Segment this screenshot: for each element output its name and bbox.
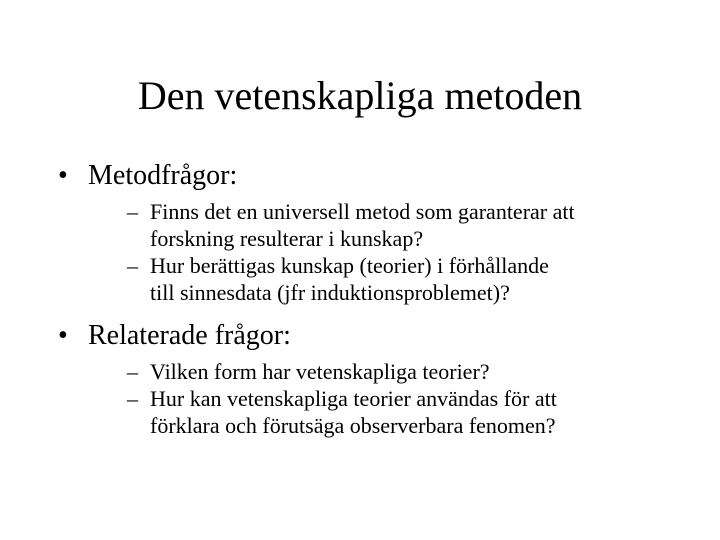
bullet-marker: • bbox=[58, 320, 68, 351]
bullet-heading: Relaterade frågor: bbox=[88, 320, 291, 351]
sub-item bbox=[88, 385, 698, 439]
slide-title: Den vetenskapliga metoden bbox=[137, 73, 583, 118]
sub-item-line: Vilken form har vetenskapliga teorier? bbox=[150, 359, 490, 384]
sub-item-line: Finns det en universell metod som garanterar att bbox=[150, 199, 575, 224]
dash-marker: – bbox=[127, 359, 138, 384]
bullet-group-relaterade-fragor bbox=[58, 318, 698, 439]
dash-marker: – bbox=[127, 253, 138, 278]
slide-content bbox=[58, 158, 698, 439]
dash-marker: – bbox=[127, 386, 138, 411]
sub-item bbox=[88, 198, 698, 252]
bullet-heading: Metodfrågor: bbox=[88, 160, 238, 191]
sub-list bbox=[88, 198, 698, 306]
sub-item bbox=[88, 252, 698, 306]
sub-item bbox=[88, 358, 698, 385]
sub-item-line: till sinnesdata (jfr induktionsproblemet)? bbox=[150, 280, 510, 305]
bullet-marker: • bbox=[58, 160, 68, 191]
dash-marker: – bbox=[127, 199, 138, 224]
sub-list bbox=[88, 358, 698, 439]
sub-item-line: forskning resulterar i kunskap? bbox=[150, 226, 424, 251]
bullet-group-metodfragor bbox=[58, 158, 698, 306]
sub-item-line: Hur kan vetenskapliga teorier användas för att bbox=[150, 386, 557, 411]
sub-item-line: Hur berättigas kunskap (teorier) i förhållande bbox=[150, 253, 549, 278]
sub-item-line: förklara och förutsäga observerbara fenomen? bbox=[150, 413, 556, 438]
